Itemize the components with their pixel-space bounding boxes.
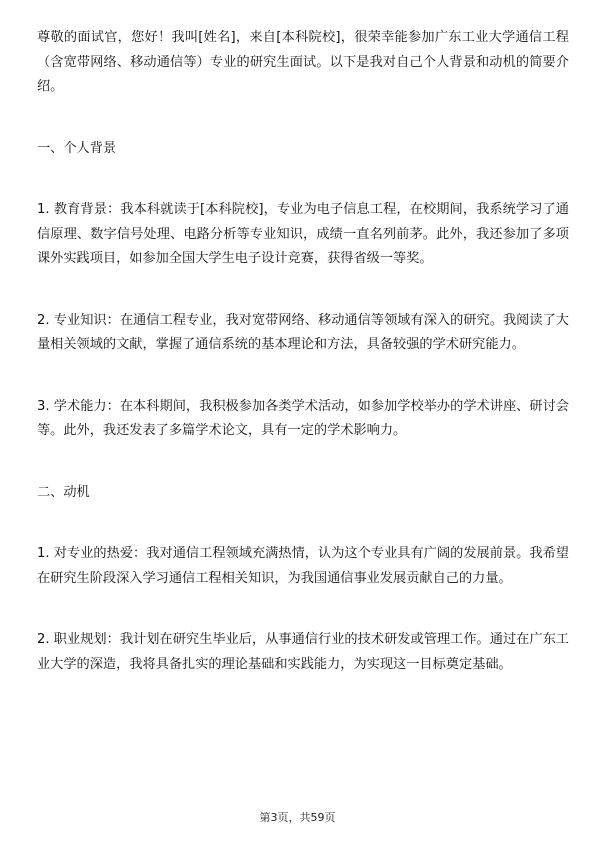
page-number-footer: 第3页，共59页 (259, 811, 336, 824)
section-heading-personal-background: 一、个人背景 (37, 140, 117, 156)
document-body (37, 26, 569, 677)
passion-for-major-paragraph: 1. 对专业的热爱：我对通信工程领域充满热情，认为这个专业具有广阔的发展前景。我希望在研究生阶段深入学习通信工程相关知识，为我国通信事业发展贡献自己的力量。 (37, 546, 569, 586)
section-heading-motivation: 二、动机 (37, 484, 90, 500)
career-plan-paragraph: 2. 职业规划：我计划在研究生毕业后，从事通信行业的技术研发或管理工作。通过在广东工业大学的深造，我将具备扎实的理论基础和实践能力，为实现这一目标奠定基础。 (37, 632, 569, 672)
academic-ability-paragraph: 3. 学术能力：在本科期间，我积极参加各类学术活动，如参加学校举办的学术讲座、研讨会等。此外，我还发表了多篇学术论文，具有一定的学术影响力。 (37, 398, 569, 438)
professional-knowledge-paragraph: 2. 专业知识：在通信工程专业，我对宽带网络、移动通信等领域有深入的研究。我阅读了大量相关领域的文献，掌握了通信系统的基本理论和方法，具备较强的学术研究能力。 (37, 312, 569, 352)
intro-paragraph: 尊敬的面试官，您好！我叫[姓名]，来自[本科院校]，很荣幸能参加广东工业大学通信工程（含宽带网络、移动通信等）专业的研究生面试。以下是我对自己个人背景和动机的简要介绍。 (37, 30, 569, 94)
education-background-paragraph: 1. 教育背景：我本科就读于[本科院校]，专业为电子信息工程，在校期间，我系统学习了通信原理、数字信号处理、电路分析等专业知识，成绩一直名列前茅。此外，我还参加了多项课外实践项目，如参加全国大学生电子设计竞赛，获得省级一等奖。 (37, 202, 569, 266)
